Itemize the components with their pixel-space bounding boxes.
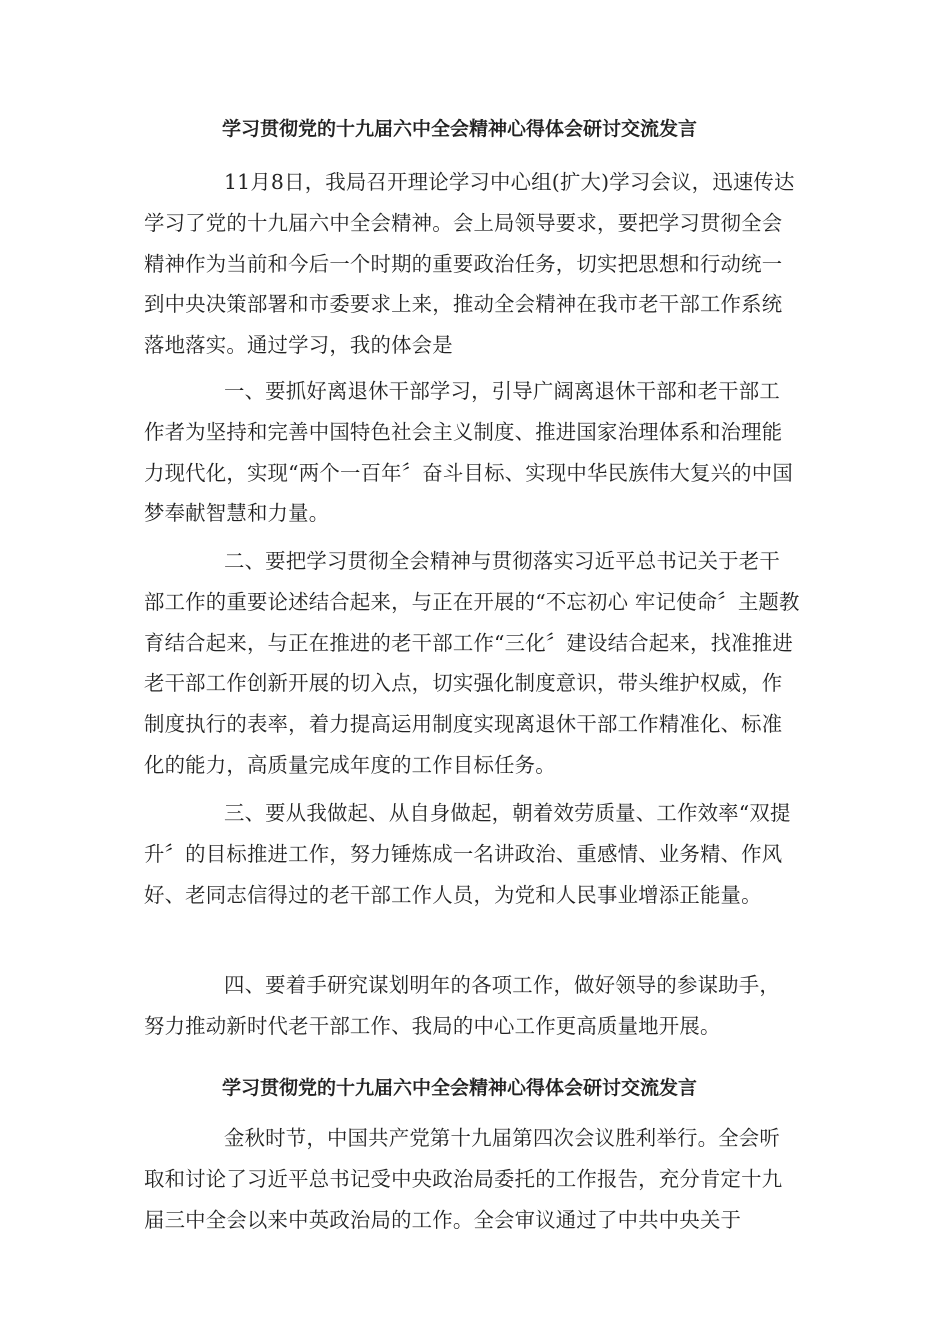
second-intro-paragraph: 金秋时节，中国共产党第十九届第四次会议胜利举行。全会听取和讨论了习近平总书记受中央政治局委托的工作报告，充分肯定十九届三中全会以来中英政治局的工作。全会审议通过了中共中央关于 [144, 1126, 783, 1232]
second-document-title: 学习贯彻党的十九届六中全会精神心得体会研讨交流发言 [222, 1077, 698, 1099]
point-three-paragraph: 三、要从我做起、从自身做起，朝着效劳质量、工作效率“双提升〞的目标推进工作，努力锤炼成一名讲政治、重感情、业务精、作风好、老同志信得过的老干部工作人员，为党和人民事业增添正能量。 [144, 801, 791, 907]
point-two-paragraph: 二、要把学习贯彻全会精神与贯彻落实习近平总书记关于老干部工作的重要论述结合起来，与正在开展的“不忘初心 牢记使命〞主题教育结合起来，与正在推进的老干部工作“三化〞建设结合起来，找准推进老干部工作创新开展的切入点，切实强化制度意识，带头维护权威，作制度执行的表率，着力提高运用制度实现离退休干部工作精准化、标准化的能力，高质量完成年度的工作目标任务。 [144, 549, 800, 777]
point-one-paragraph: 一、要抓好离退休干部学习，引导广阔离退休干部和老干部工作者为坚持和完善中国特色社会主义制度、推进国家治理体系和治理能力现代化，实现“两个一百年〞奋斗目标、实现中华民族伟大复兴的中国梦奉献智慧和力量。 [144, 379, 793, 526]
document-title: 学习贯彻党的十九届六中全会精神心得体会研讨交流发言 [222, 118, 698, 140]
point-four-paragraph: 四、要着手研究谋划明年的各项工作，做好领导的参谋助手，努力推动新时代老干部工作、我局的中心工作更高质量地开展。 [144, 973, 780, 1038]
intro-paragraph: 11月8日，我局召开理论学习中心组(扩大)学习会议，迅速传达学习了党的十九届六中全会精神。会上局领导要求，要把学习贯彻全会精神作为当前和今后一个时期的重要政治任务，切实把思想和行动统一到中央决策部署和市委要求上来，推动全会精神在我市老干部工作系统落地落实。通过学习，我的体会是 [144, 170, 795, 358]
